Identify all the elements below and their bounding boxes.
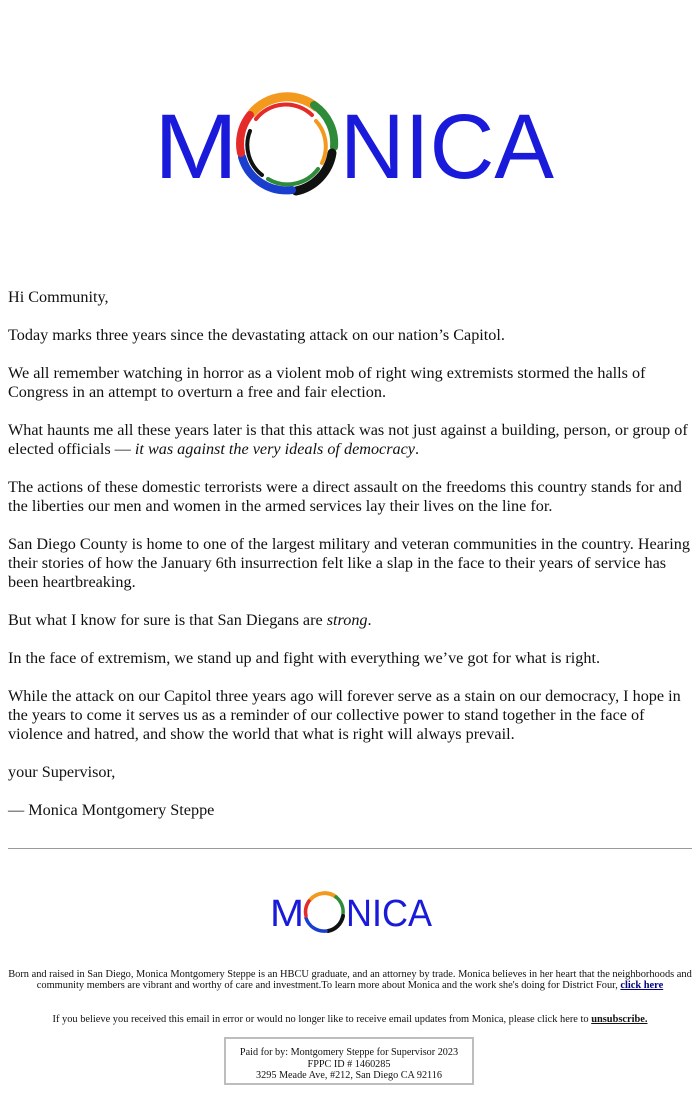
paragraph-5: San Diego County is home to one of the largest military and veteran communities in the country. Hearing their stories of how the January 6th insurrection felt like a slap in the face to their years of service has been heartbreaking. [8, 535, 690, 591]
paragraph-8: While the attack on our Capitol three years ago will forever serve as a stain on our democracy, I hope in the years to come it serves us as a reminder of our collective power to stand together in the face of violence and hatred, and show the world that what is right will always prevail. [8, 687, 681, 743]
footer-monica-logo [268, 886, 436, 936]
paid-for-disclaimer [224, 1037, 474, 1085]
paragraph-6-text: But what I know for sure is that San Diegans are [8, 611, 327, 629]
paragraph-6-emphasis: strong [326, 611, 368, 629]
footer-bio [8, 969, 692, 992]
footer-logo-text-nica: NICA [346, 893, 433, 935]
footer-rainbow-ring-icon [306, 893, 344, 931]
campaign-address: 3295 Meade Ave, #212, San Diego CA 92116 [256, 1070, 442, 1082]
paid-for-line: Paid for by: Montgomery Steppe for Supervisor 2023 [239, 1047, 459, 1058]
paragraph-3 [8, 421, 696, 459]
monica-logo [150, 82, 560, 204]
greeting: Hi Community, [8, 288, 109, 306]
paragraph-2: We all remember watching in horror as a violent mob of right wing extremists stormed the halls of Congress in an attempt to overturn a free and fair election. [8, 364, 646, 401]
letter-body [8, 288, 696, 839]
footer-logo-text-m: M [270, 893, 304, 935]
closing: your Supervisor, [8, 763, 116, 781]
paragraph-7: In the face of extremism, we stand up and fight with everything we’ve got for what is right. [8, 649, 601, 667]
paragraph-3-emphasis: it was against the very ideals of democracy [134, 440, 415, 458]
fppc-id: FPPC ID # 1460285 [307, 1058, 391, 1070]
unsubscribe-notice [8, 1014, 692, 1026]
paragraph-3-end: . [415, 440, 420, 458]
paragraph-6 [8, 611, 696, 630]
footer-bio-text: Born and raised in San Diego, Monica Montgomery Steppe is an HBCU graduate, and an attorney by trade. Monica believes in her heart that the neighborhoods and community members are vibrant and worthy of care and investment.To learn more about Monica and the work she's doing for District Four, [8, 969, 692, 992]
paragraph-3-text: What haunts me all these years later is that this attack was not just against a building, person, or group of elected officials — [8, 421, 688, 458]
unsubscribe-link[interactable]: unsubscribe. [591, 1014, 648, 1025]
paragraph-1: Today marks three years since the devastating attack on our nation’s Capitol. [8, 326, 505, 344]
click-here-link[interactable]: click here [620, 980, 664, 992]
footer-divider [8, 848, 692, 849]
logo-text-nica: NICA [340, 96, 555, 198]
logo-text-m: M [154, 96, 238, 198]
paragraph-6-end: . [367, 611, 372, 629]
rainbow-ring-icon [240, 97, 334, 191]
signature: — Monica Montgomery Steppe [8, 801, 215, 819]
paragraph-4: The actions of these domestic terrorists were a direct assault on the freedoms this country stands for and the liberties our men and women in the armed services lay their lives on the line for. [8, 478, 682, 515]
unsubscribe-text: If you believe you received this email in error or would no longer like to receive email updates from Monica, please click here to [52, 1014, 592, 1025]
